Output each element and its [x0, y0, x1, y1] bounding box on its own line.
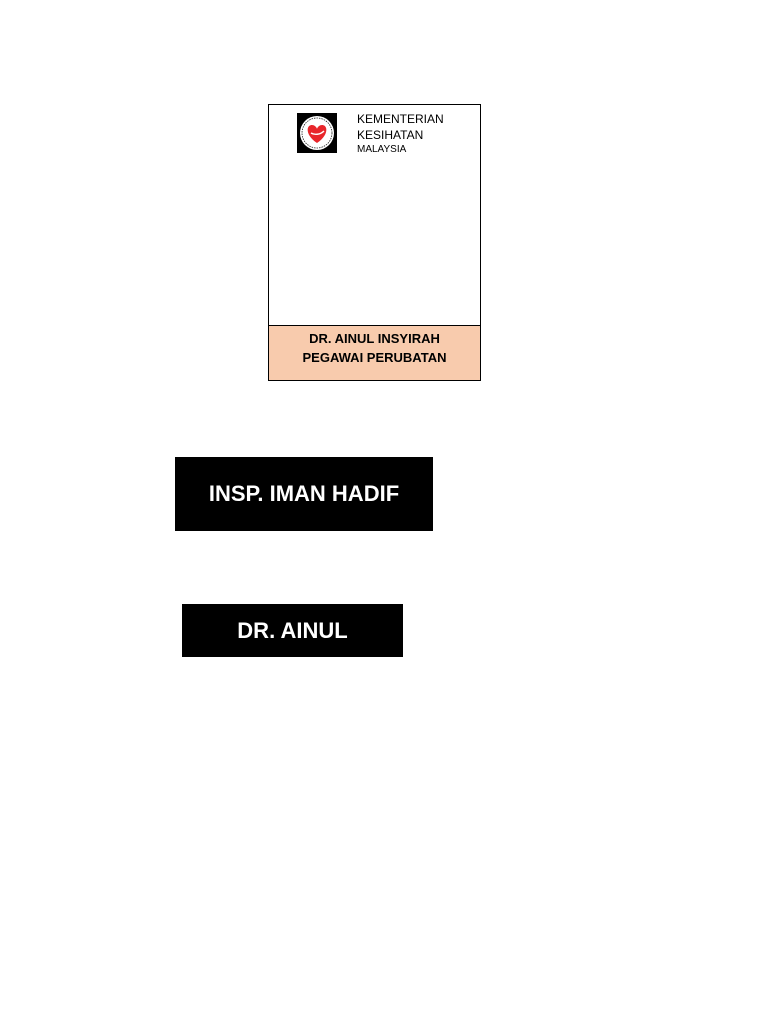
card-holder-position: PEGAWAI PERUBATAN	[302, 350, 447, 365]
org-name-line-1: KEMENTERIAN	[357, 112, 444, 126]
name-tag-insp-iman-hadif: INSP. IMAN HADIF	[175, 457, 433, 531]
name-tag-dr-ainul: DR. AINUL	[182, 604, 403, 657]
name-band	[269, 325, 480, 380]
heart-emblem-icon	[297, 113, 337, 153]
card-holder-name: DR. AINUL INSYIRAH	[309, 331, 440, 346]
org-name-line-2: KESIHATAN	[357, 128, 424, 142]
org-name-line-3: MALAYSIA	[357, 144, 407, 155]
id-card	[268, 104, 481, 381]
